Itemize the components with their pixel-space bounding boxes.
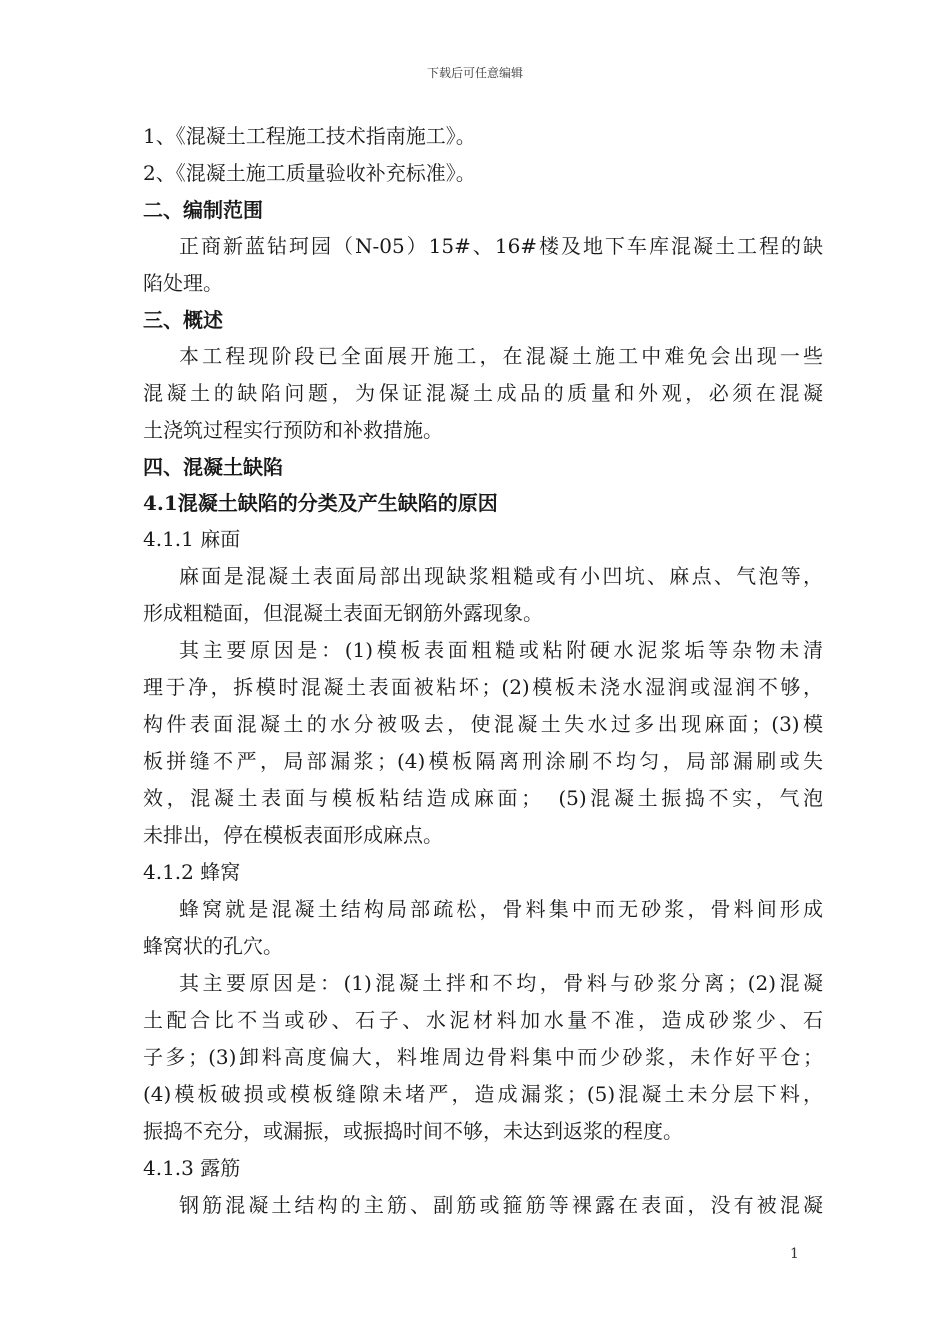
overview-text-line: 混凝土的缺陷问题，为保证混凝土成品的质量和外观，必须在混凝 bbox=[143, 381, 823, 405]
pitting-cause-line: 其主要原因是：(1)模板表面粗糙或粘附硬水泥浆垢等杂物未清 bbox=[179, 638, 823, 662]
section-heading-scope: 二、编制范围 bbox=[143, 198, 263, 222]
honeycomb-text-line: 蜂窝状的孔穴。 bbox=[143, 934, 283, 958]
page-header: 下载后可任意编辑 bbox=[426, 66, 523, 80]
subsection-heading-4-1-2: 4.1.2 蜂窝 bbox=[143, 860, 241, 884]
pitting-cause-line: 构件表面混凝土的水分被吸去，使混凝土失水过多出现麻面；(3)模 bbox=[143, 712, 823, 736]
pitting-cause-line: 未排出，停在模板表面形成麻点。 bbox=[143, 823, 443, 847]
document-body bbox=[143, 118, 823, 1224]
reference-item-2: 2、《混凝土施工质量验收补充标准》。 bbox=[143, 161, 476, 185]
exposed-rebar-text-line: 钢筋混凝土结构的主筋、副筋或箍筋等裸露在表面，没有被混凝 bbox=[179, 1193, 823, 1217]
section-heading-overview: 三、概述 bbox=[143, 308, 223, 332]
subsection-heading-4-1-1: 4.1.1 麻面 bbox=[143, 527, 241, 551]
overview-text-line: 本工程现阶段已全面展开施工，在混凝土施工中难免会出现一些 bbox=[179, 344, 823, 368]
subsection-heading-4-1: 4.1混凝土缺陷的分类及产生缺陷的原因 bbox=[143, 491, 498, 515]
honeycomb-cause-line: 振捣不充分，或漏振，或振捣时间不够，未达到返浆的程度。 bbox=[143, 1119, 683, 1143]
honeycomb-text-line: 蜂窝就是混凝土结构局部疏松，骨料集中而无砂浆，骨料间形成 bbox=[179, 897, 823, 921]
pitting-cause-line: 理于净，拆模时混凝土表面被粘坏；(2)模板未浇水湿润或湿润不够， bbox=[143, 675, 823, 699]
pitting-cause-line: 板拼缝不严，局部漏浆；(4)模板隔离刑涂刷不均匀，局部漏刷或失 bbox=[143, 749, 823, 773]
scope-text-line: 陷处理。 bbox=[143, 271, 223, 295]
honeycomb-cause-line: 其主要原因是：(1)混凝土拌和不均，骨料与砂浆分离；(2)混凝 bbox=[179, 971, 823, 995]
honeycomb-cause-line: 子多；(3)卸料高度偏大，料堆周边骨料集中而少砂浆，未作好平仓； bbox=[143, 1045, 823, 1069]
pitting-text-line: 麻面是混凝土表面局部出现缺浆粗糙或有小凹坑、麻点、气泡等， bbox=[179, 564, 823, 588]
scope-text-line: 正商新蓝钻珂园（N-05）15#、16#楼及地下车库混凝土工程的缺 bbox=[179, 234, 823, 258]
overview-text-line: 土浇筑过程实行预防和补救措施。 bbox=[143, 418, 443, 442]
pitting-cause-line: 效，混凝土表面与模板粘结造成麻面； (5)混凝土振捣不实，气泡 bbox=[143, 786, 823, 810]
honeycomb-cause-line: 土配合比不当或砂、石子、水泥材料加水量不准，造成砂浆少、石 bbox=[143, 1008, 823, 1032]
page-number: 1 bbox=[790, 1246, 799, 1262]
reference-item-1: 1、《混凝土工程施工技术指南施工》。 bbox=[143, 124, 476, 148]
section-heading-defects: 四、混凝土缺陷 bbox=[143, 455, 283, 479]
honeycomb-cause-line: (4)模板破损或模板缝隙未堵严，造成漏浆；(5)混凝土未分层下料， bbox=[143, 1082, 823, 1106]
subsection-heading-4-1-3: 4.1.3 露筋 bbox=[143, 1156, 241, 1180]
pitting-text-line: 形成粗糙面，但混凝土表面无钢筋外露现象。 bbox=[143, 601, 543, 625]
